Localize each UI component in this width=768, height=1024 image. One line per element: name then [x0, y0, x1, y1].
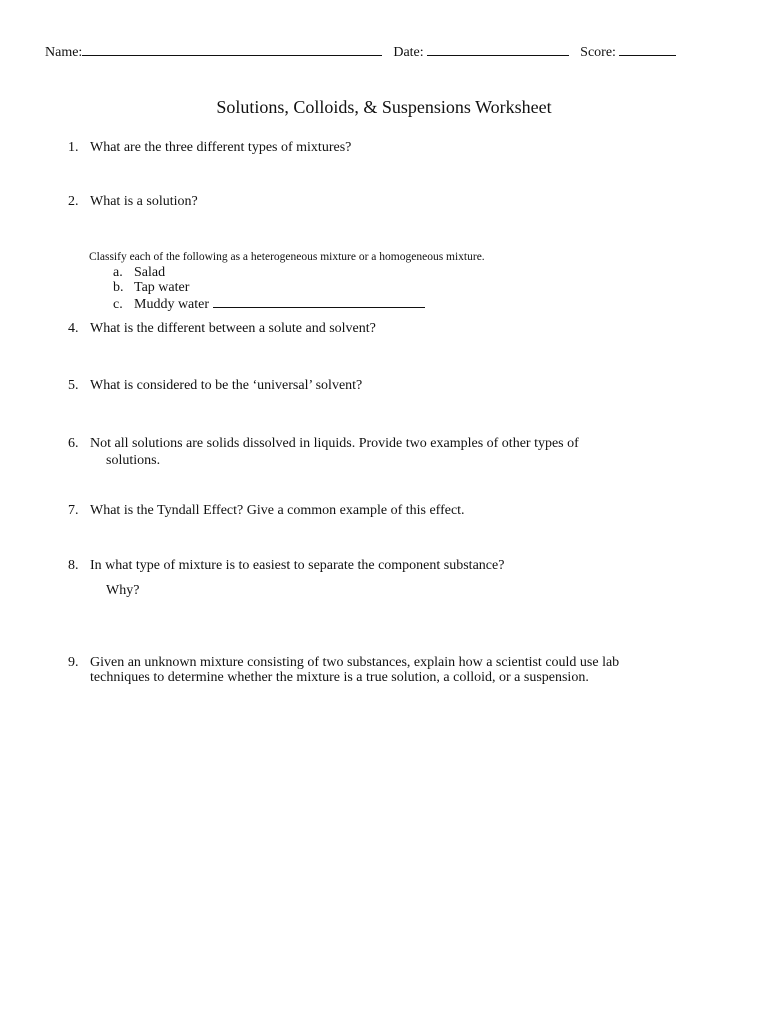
item-letter: a. — [113, 265, 123, 280]
question-text: Given an unknown mixture consisting of two substances, explain how a scientist could use lab — [90, 655, 620, 670]
question-7 — [68, 502, 465, 519]
question-8 — [68, 557, 504, 574]
question-number: 9. — [68, 655, 79, 670]
question-text: In what type of mixture is to easiest to separate the component substance? — [90, 558, 505, 573]
question-5 — [68, 377, 362, 394]
score-line[interactable] — [619, 43, 676, 56]
item-letter: c. — [113, 297, 123, 312]
question-9-continuation: techniques to determine whether the mixture is a true solution, a colloid, or a suspension. — [90, 670, 589, 685]
question-text: Not all solutions are solids dissolved in liquids. Provide two examples of other types of — [90, 436, 579, 451]
answer-line[interactable] — [213, 295, 425, 308]
item-text: Salad — [134, 265, 166, 280]
question-text: What is a solution? — [90, 194, 198, 209]
question-text: What is considered to be the ‘universal’ solvent? — [90, 378, 363, 393]
question-number: 5. — [68, 378, 79, 393]
classify-item-a — [113, 265, 165, 280]
date-label: Date: — [393, 45, 424, 60]
question-text: What are the three different types of mixtures? — [90, 140, 352, 155]
question-1 — [68, 139, 351, 156]
header-row — [45, 43, 676, 61]
item-text: Muddy water — [134, 297, 210, 312]
question-number: 7. — [68, 503, 79, 518]
classify-item-c — [113, 295, 425, 312]
worksheet-title: Solutions, Colloids, & Suspensions Worksheet — [216, 97, 552, 117]
classify-instruction: Classify each of the following as a heterogeneous mixture or a homogeneous mixture. — [89, 251, 485, 263]
question-number: 8. — [68, 558, 79, 573]
item-text: Tap water — [134, 280, 190, 295]
question-text: What is the different between a solute and solvent? — [90, 321, 376, 336]
name-line[interactable] — [82, 43, 382, 56]
question-6-continuation: solutions. — [106, 453, 161, 468]
name-label: Name: — [45, 45, 83, 60]
score-label: Score: — [580, 45, 616, 60]
question-number: 1. — [68, 140, 79, 155]
classify-item-b — [113, 280, 189, 295]
question-number: 6. — [68, 436, 79, 451]
question-9 — [68, 654, 619, 671]
question-2 — [68, 193, 198, 210]
question-text: What is the Tyndall Effect? Give a common example of this effect. — [90, 503, 465, 518]
question-6 — [68, 435, 579, 452]
date-line[interactable] — [427, 43, 569, 56]
question-8-followup: Why? — [106, 583, 140, 598]
item-letter: b. — [113, 280, 124, 295]
question-number: 2. — [68, 194, 79, 209]
question-4 — [68, 320, 376, 337]
question-number: 4. — [68, 321, 79, 336]
